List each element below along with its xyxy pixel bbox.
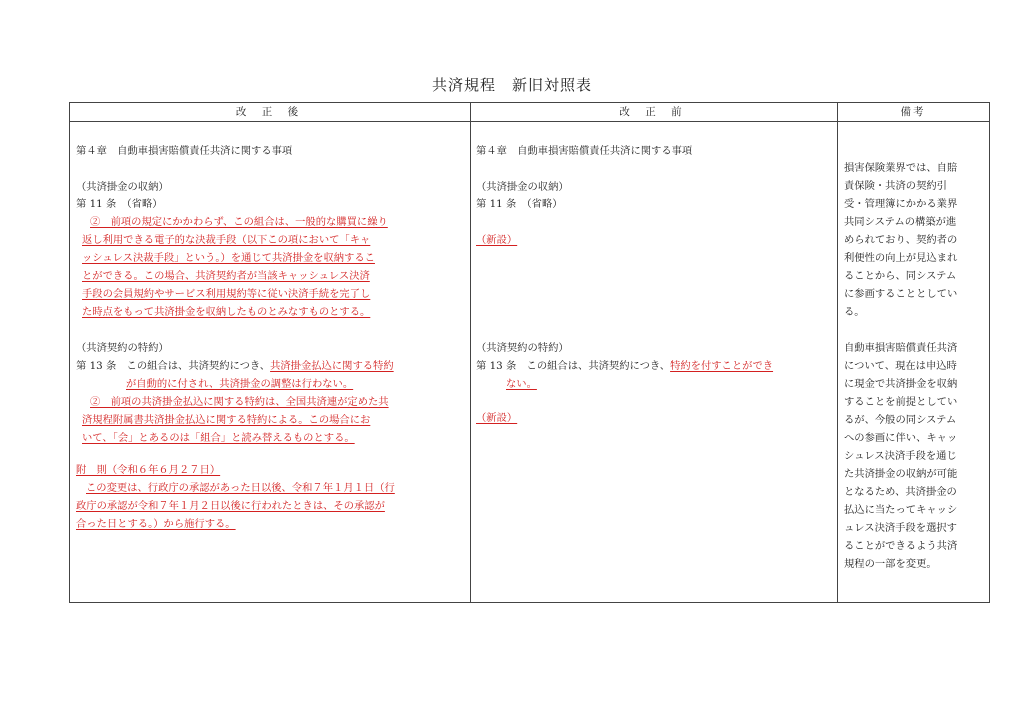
before-new1: （新設）: [476, 234, 518, 246]
after-art11-line: ② 前項の規定にかかわらず、この組合は、一般的な購買に繰り: [90, 216, 388, 228]
remarks-line: 払込に当たってキャッシ: [844, 504, 958, 516]
column-divider: [837, 103, 838, 602]
remarks-line: ュレス決済手段を選択す: [844, 522, 957, 534]
header-before: 改 正 前: [470, 103, 837, 122]
remarks-line: することを前提としてい: [844, 396, 958, 408]
after-chapter: 第４章 自動車損害賠償責任共済に関する事項: [76, 145, 293, 157]
after-art11-line: た時点をもって共済掛金を収納したものとみなすものとする。: [82, 306, 371, 318]
remarks-line: シュレス決済手段を通じ: [844, 450, 957, 462]
remarks-line: た共済掛金の収納が可能: [844, 468, 958, 480]
remarks-line: 規程の一部を変更。: [844, 558, 937, 570]
after-art13-red1: 共済掛金払込に関する特約: [270, 360, 394, 372]
after-art11-line: 返し利用できる電子的な決裁手段（以下この項において「キャ: [82, 234, 371, 246]
remarks-line: ることから、同システム: [844, 270, 957, 282]
after-art11-line: とができる。この場合、共済契約者が当該キャッシュレス決済: [82, 270, 370, 282]
before-art13: [476, 357, 773, 375]
after-supp-line: 政庁の承認が令和７年１月２日以後に行われたときは、その承認が: [76, 500, 385, 512]
after-art13-line: ② 前項の共済掛金払込に関する特約は、全国共済連が定めた共: [90, 396, 389, 408]
remarks-line: への参画に伴い、キャッ: [844, 432, 958, 444]
remarks-line: る。: [844, 306, 865, 318]
remarks-line: 自動車損害賠償責任共済: [844, 342, 958, 354]
after-art13-prefix: 第 13 条 この組合は、共済契約につき、: [76, 360, 271, 372]
page-title: 共済規程 新旧対照表: [431, 76, 592, 94]
after-art11: 第 11 条 （省略）: [76, 198, 163, 210]
remarks-line: に参画することとしてい: [844, 288, 958, 300]
after-art11-line: 手段の会員規約やサービス利用規約等に従い決済手続を完了し: [82, 288, 371, 300]
before-sec1-heading: （共済掛金の収納）: [476, 181, 569, 193]
before-art11: 第 11 条 （省略）: [476, 198, 563, 210]
before-new2: （新設）: [476, 412, 518, 424]
after-art13: [76, 357, 394, 375]
before-art13-red1: 特約を付すことができ: [670, 360, 774, 372]
header-remarks: 備考: [837, 103, 989, 122]
after-art13-line: いて、「会」とあるのは「組合」と読み替えるものとする。: [82, 432, 355, 444]
after-art13-red2: が自動的に付され、共済掛金の調整は行わない。: [126, 378, 354, 390]
remarks-line: められており、契約者の: [844, 234, 958, 246]
after-sec2-heading: （共済契約の特約）: [76, 342, 169, 354]
remarks-line: 受・管理簿にかかる業界: [844, 198, 958, 210]
before-art13-prefix: 第 13 条 この組合は、共済契約につき、: [476, 360, 671, 372]
before-chapter: 第４章 自動車損害賠償責任共済に関する事項: [476, 145, 693, 157]
after-art13-line: 済規程附属書共済掛金払込に関する特約による。この場合にお: [82, 414, 371, 426]
before-art13-red2: ない。: [506, 378, 537, 390]
remarks-line: 利便性の向上が見込まれ: [844, 252, 958, 264]
after-sec1-heading: （共済掛金の収納）: [76, 181, 169, 193]
remarks-line: るが、今般の同システム: [844, 414, 957, 426]
remarks-line: となるため、共済掛金の: [844, 486, 957, 498]
column-divider: [470, 103, 471, 602]
after-supp-line: 合った日とする。）から施行する。: [76, 518, 236, 530]
after-supp-heading: 附 則（令和６年６月２７日）: [76, 464, 221, 476]
remarks-line: 共同システムの構築が進: [844, 216, 957, 228]
remarks-line: ることができるよう共済: [844, 540, 958, 552]
after-supp-line: この変更は、行政庁の承認があった日以後、令和７年１月１日（行: [86, 482, 395, 494]
remarks-line: に現金で共済掛金を収納: [844, 378, 958, 390]
header-after: 改 正 後: [70, 103, 470, 122]
remarks-line: 損害保険業界では、自賠: [844, 162, 958, 174]
comparison-table: [69, 102, 990, 603]
before-sec2-heading: （共済契約の特約）: [476, 342, 569, 354]
after-art11-line: ッシュレス決裁手段」という。）を通じて共済掛金を収納するこ: [82, 252, 375, 264]
remarks-line: について、現在は申込時: [844, 360, 957, 372]
remarks-line: 責保険・共済の契約引: [844, 180, 947, 192]
